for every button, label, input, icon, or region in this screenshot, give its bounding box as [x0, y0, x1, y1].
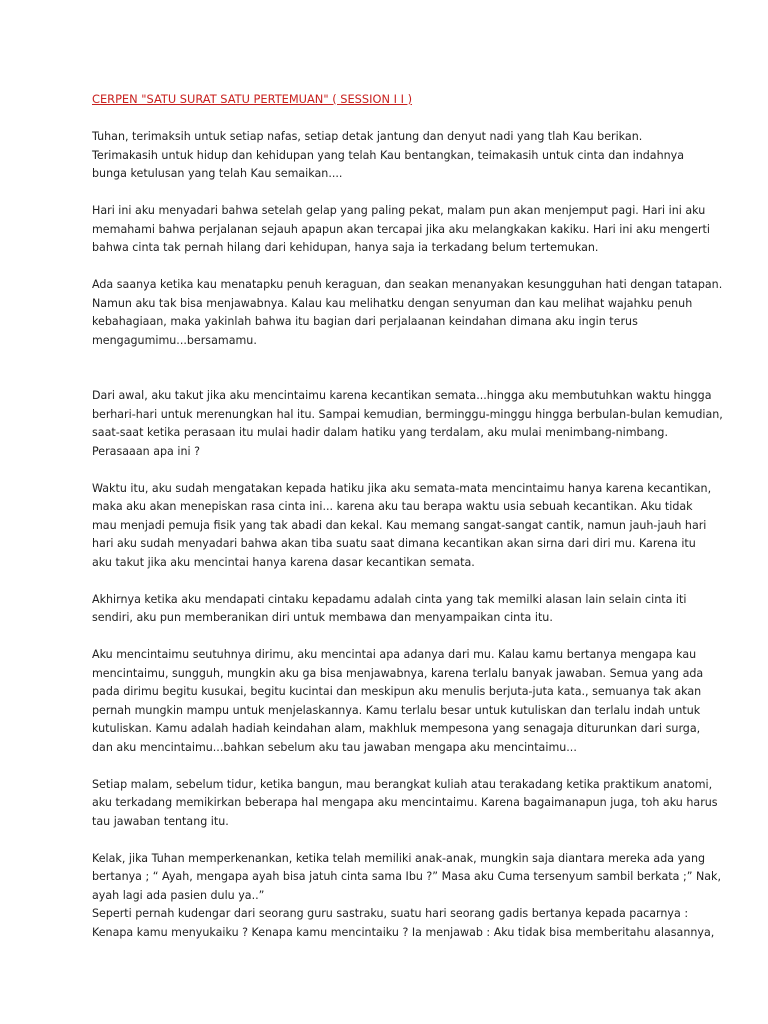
text-line: dan aku mencintaimu...bahkan sebelum aku tau jawaban mengapa aku mencintaimu...	[92, 740, 577, 754]
text-line: pernah mungkin mampu untuk menjelaskannya. Kamu terlalu besar untuk kutuliskan dan terlalu indah untuk	[92, 703, 701, 717]
text-line: mengagumimu...bersamamu.	[92, 333, 257, 347]
text-line: aku terkadang memikirkan beberapa hal mengapa aku mencintaimu. Karena bagaimanapun juga, toh aku harus	[92, 796, 718, 809]
text-line: hari aku sudah menyadari bahwa akan tiba suatu saat dimana kecantikan akan sirna dari diri mu. Karena itu	[92, 537, 696, 550]
text-line: Kelak, jika Tuhan memperkenankan, ketika telah memiliki anak-anak, mungkin saja diantara mereka ada yang	[92, 851, 706, 865]
text-line: pada dirimu begitu kusukai, begitu kucintai dan meskipun aku menulis berjuta-juta kata., semuanya tak akan	[92, 685, 702, 698]
text-line: Namun aku tak bisa menjawabnya. Kalau kau melihatku dengan senyuman dan kau melihat wajahku penuh	[92, 296, 693, 310]
text-line: saat-saat ketika perasaan itu mulai hadir dalam hatiku yang terdalam, aku mulai menimbang-nimbang.	[92, 426, 668, 439]
paragraph	[92, 128, 692, 184]
paragraph	[92, 646, 704, 757]
text-line: tau jawaban tentang itu.	[92, 814, 229, 828]
text-line: Aku mencintaimu seutuhnya dirimu, aku mencintai apa adanya dari mu. Kalau kamu bertanya mengapa kau	[92, 648, 697, 661]
text-line: kebahagiaan, maka yakinlah bahwa itu bagian dari perjalaanan keindahan dimana aku ingin terus	[92, 315, 638, 328]
text-line: bahwa cinta tak pernah hilang dari kehidupan, hanya saja ia terkadang belum tertemukan.	[92, 241, 599, 254]
text-line: Akhirnya ketika aku mendapati cintaku kepadamu adalah cinta yang tak memilki alasan lain selain cinta iti	[92, 592, 687, 606]
text-line: Perasaaan apa ini ?	[92, 444, 200, 458]
text-line: bunga ketulusan yang telah Kau semaikan....	[92, 167, 343, 180]
paragraph	[92, 850, 722, 906]
document-page	[92, 90, 723, 942]
paragraph	[92, 387, 723, 461]
document-body	[92, 128, 723, 942]
paragraph	[92, 480, 712, 573]
text-line: berhari-hari untuk merenungkan hal itu. Sampai kemudian, berminggu-minggu hingga berbulan-bulan kemudian,	[92, 407, 723, 421]
text-line: Dari awal, aku takut jika aku mencintaimu karena kecantikan semata...hingga aku membutuhkan waktu hingga	[92, 389, 712, 402]
text-line: bertanya ; “ Ayah, mengapa ayah bisa jatuh cinta sama Ibu ?” Masa aku Cuma tersenyum sambil berkata ;” Nak,	[92, 870, 722, 883]
paragraph	[92, 591, 692, 628]
text-line: Terimakasih untuk hidup dan kehidupan yang telah Kau bentangkan, teimakasih untuk cinta dan indahnya	[92, 148, 685, 162]
text-line: Seperti pernah kudengar dari seorang guru sastraku, suatu hari seorang gadis bertanya kepada pacarnya :	[92, 907, 689, 920]
text-line: mencintaimu, sungguh, mungkin aku ga bisa menjawabnya, karena terlalu banyak jawaban. Semua yang ada	[92, 666, 704, 680]
paragraph	[92, 202, 710, 258]
text-line: kutuliskan. Kamu adalah hadiah keindahan alam, makhluk mempesona yang senagaja diturunkan dari surga,	[92, 722, 701, 735]
text-line: mau menjadi pemuja fisik yang tak abadi dan kekal. Kau memang sangat-sangat cantik, namun jauh-jauh hari	[92, 518, 707, 532]
text-line: Kenapa kamu menyukaiku ? Kenapa kamu mencintaiku ? Ia menjawab : Aku tidak bisa memberitahu alasannya,	[92, 925, 715, 939]
text-line: sendiri, aku pun memberanikan diri untuk membawa dan menyampaikan cinta itu.	[92, 611, 553, 624]
paragraph	[92, 776, 718, 832]
paragraph	[92, 905, 715, 942]
text-line: Hari ini aku menyadari bahwa setelah gelap yang paling pekat, malam pun akan menjemput pagi. Hari ini aku	[92, 204, 706, 217]
text-line: Waktu itu, aku sudah mengatakan kepada hatiku jika aku semata-mata mencintaimu hanya karena kecantikan,	[92, 481, 712, 495]
page-title: CERPEN "SATU SURAT SATU PERTEMUAN" ( SESSION I I )	[92, 92, 413, 106]
text-line: aku takut jika aku mencintai hanya karena dasar kecantikan semata.	[92, 555, 475, 569]
text-line: Ada saanya ketika kau menatapku penuh keraguan, dan seakan menanyakan kesungguhan hati dengan tatapan.	[92, 278, 723, 291]
text-line: memahami bahwa perjalanan sejauh apapun akan tercapai jika aku melangkakan kakiku. Hari ini aku mengerti	[92, 222, 710, 236]
text-line: ayah lagi ada pasien dulu ya..”	[92, 888, 265, 902]
text-line: Tuhan, terimaksih untuk setiap nafas, setiap detak jantung dan denyut nadi yang tlah Kau berikan.	[92, 130, 643, 143]
text-line: maka aku akan menepiskan rasa cinta ini... karena aku tau berapa waktu usia sebuah kecantikan. Aku tidak	[92, 500, 693, 513]
paragraph	[92, 276, 723, 350]
text-line: Setiap malam, sebelum tidur, ketika bangun, mau berangkat kuliah atau terakadang ketika praktikum anatomi,	[92, 777, 713, 791]
